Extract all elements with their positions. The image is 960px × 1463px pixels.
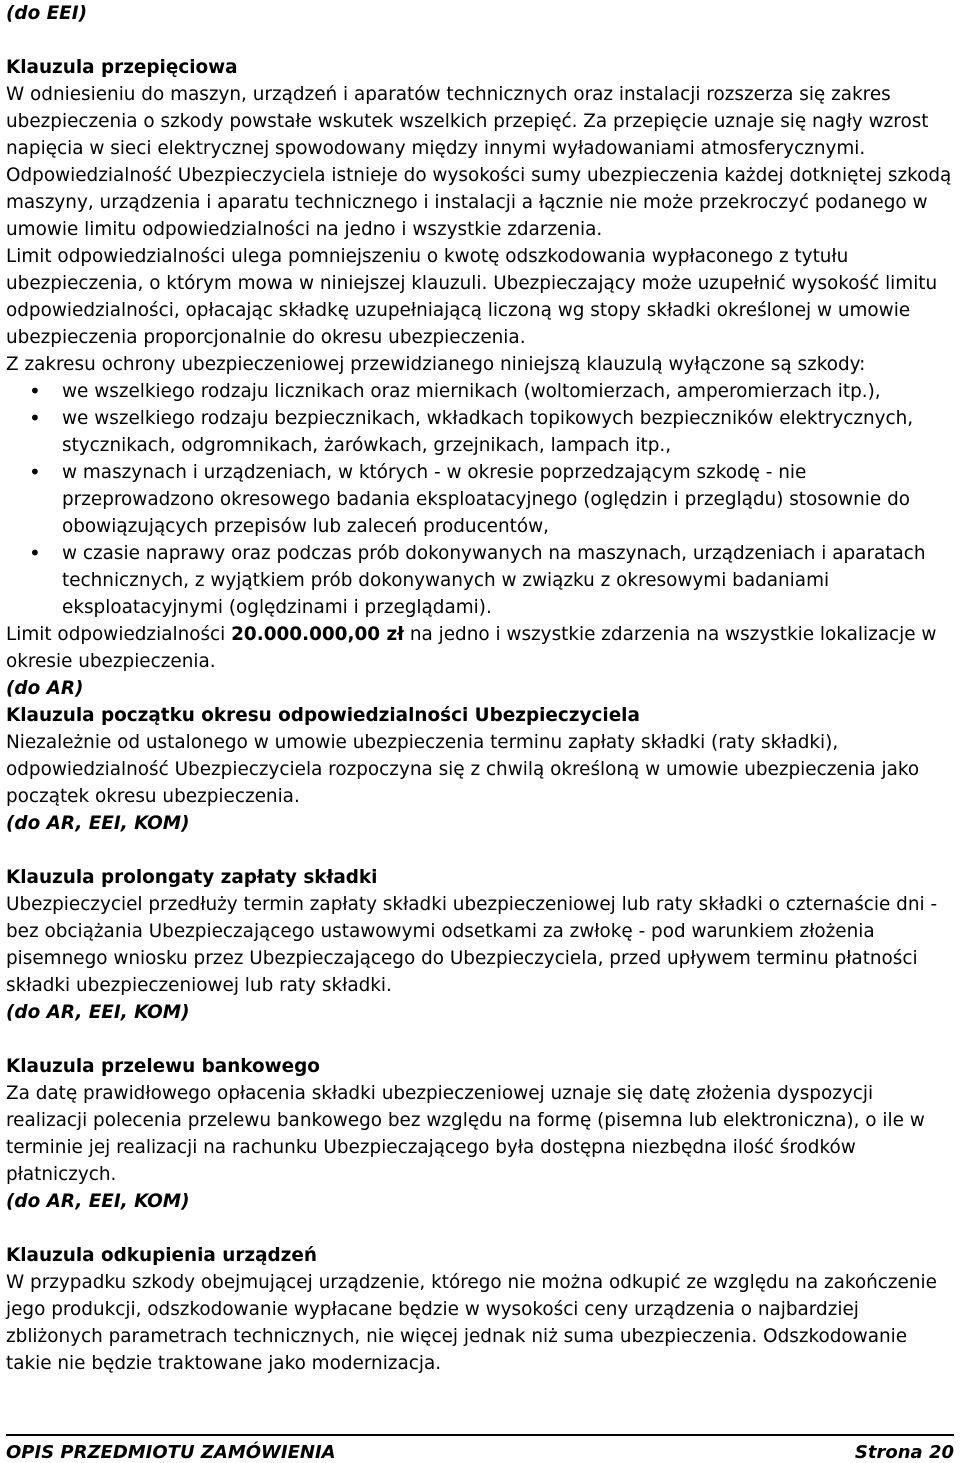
section-scope-tag: (do AR, EEI, KOM) [6,1002,190,1023]
list-item: • w czasie naprawy oraz podczas prób dokonywanych na maszynach, urządzeniach i aparatach technicznych, z wyjątkiem prób dokonywanych w związku z okresowymi badaniami eksploatacyjnymi (oględzinami i przeglądami). [6,540,954,621]
section-scope-tag: (do AR) [6,678,84,699]
exclusions-list [6,378,954,621]
clause-heading: Klauzula prolongaty zapłaty składki [6,867,378,888]
list-item: • we wszelkiego rodzaju bezpiecznikach, wkładkach topikowych bezpieczników elektrycznych, stycznikach, odgromnikach, żarówkach, grzejnikach, lampach itp., [6,405,954,459]
limit-amount: 20.000.000,00 zł [231,624,404,645]
clause-paragraph: Odpowiedzialność Ubezpieczyciela istnieje do wysokości sumy ubezpieczenia każdej dotkniętej szkodą maszyny, urządzenia i aparatu technicznego i instalacji a łącznie nie może przekroczyć podanego w umowie limitu odpowiedzialności na jedno i wszystkie zdarzenia. [6,165,952,240]
page-number: Strona 20 [854,1442,954,1463]
clause-paragraph: W przypadku szkody obejmującej urządzenie, którego nie można odkupić ze względu na zakończenie jego produkcji, odszkodowanie wypłacane będzie w wysokości ceny urządzenia o najbardziej zbliżonych parametrach technicznych, nie więcej jednak niż suma ubezpieczenia. Odszkodowanie takie nie będzie traktowane jako modernizacja. [6,1272,937,1374]
document-page [6,0,954,1377]
clause-paragraph: Z zakresu ochrony ubezpieczeniowej przewidzianego niniejszą klauzulą wyłączone są szkody: [6,354,866,375]
clause-heading: Klauzula odkupienia urządzeń [6,1245,317,1266]
list-item: • we wszelkiego rodzaju licznikach oraz miernikach (woltomierzach, amperomierzach itp.), [6,378,954,405]
section-scope-tag: (do EEI) [6,3,87,24]
spacer [6,27,954,54]
clause-heading: Klauzula przelewu bankowego [6,1056,320,1077]
clause-paragraph: Niezależnie od ustalonego w umowie ubezpieczenia terminu zapłaty składki (raty składki), odpowiedzialność Ubezpieczyciela rozpoczyna się z chwilą określoną w umowie ubezpieczenia jako początek okresu ubezpieczenia. [6,732,920,807]
limit-text-post: na jedno i wszystkie zdarzenia na wszystkie lokalizacje w okresie ubezpieczenia. [6,624,937,672]
clause-paragraph: Limit odpowiedzialności ulega pomniejszeniu o kwotę odszkodowania wypłaconego z tytułu ubezpieczenia, o którym mowa w niniejszej klauzuli. Ubezpieczający może uzupełnić wysokość limitu odpowiedzialności, opłacając składkę uzupełniającą liczoną wg stopy składki określonej w umowie ubezpieczenia proporcjonalnie do okresu ubezpieczenia. [6,246,938,348]
page-footer [6,1434,954,1463]
limit-paragraph [6,621,954,675]
clause-paragraph: Ubezpieczyciel przedłuży termin zapłaty składki ubezpieczeniowej lub raty składki o czternaście dni - bez obciążania Ubezpieczającego ustawowymi odsetkami za zwłokę - pod warunkiem złożenia pisemnego wniosku przez Ubezpieczającego do Ubezpieczyciela, przed upływem terminu płatności składki ubezpieczeniowej lub raty składki. [6,894,938,996]
section-scope-tag: (do AR, EEI, KOM) [6,813,190,834]
limit-text-pre: Limit odpowiedzialności [6,624,232,645]
section-scope-tag: (do AR, EEI, KOM) [6,1191,190,1212]
clause-paragraph: W odniesieniu do maszyn, urządzeń i aparatów technicznych oraz instalacji rozszerza się zakres ubezpieczenia o szkody powstałe wskutek wszelkich przepięć. Za przepięcie uznaje się nagły wzrost napięcia w sieci elektrycznej spowodowany między innymi wyładowaniami atmosferycznymi. [6,84,929,159]
spacer [6,1026,954,1053]
spacer [6,1215,954,1242]
footer-title: OPIS PRZEDMIOTU ZAMÓWIENIA [6,1442,336,1463]
clause-heading: Klauzula początku okresu odpowiedzialności Ubezpieczyciela [6,705,640,726]
list-item: • w maszynach i urządzeniach, w których - w okresie poprzedzającym szkodę - nie przeprowadzono okresowego badania eksploatacyjnego (oględzin i przeglądu) stosownie do obowiązujących przepisów lub zaleceń producentów, [6,459,954,540]
clause-heading: Klauzula przepięciowa [6,57,238,78]
clause-paragraph: Za datę prawidłowego opłacenia składki ubezpieczeniowej uznaje się datę złożenia dyspozycji realizacji polecenia przelewu bankowego bez względu na formę (pisemna lub elektroniczna), o ile w terminie jej realizacji na rachunku Ubezpieczającego była dostępna niezbędna ilość środków płatniczych. [6,1083,925,1185]
spacer [6,837,954,864]
